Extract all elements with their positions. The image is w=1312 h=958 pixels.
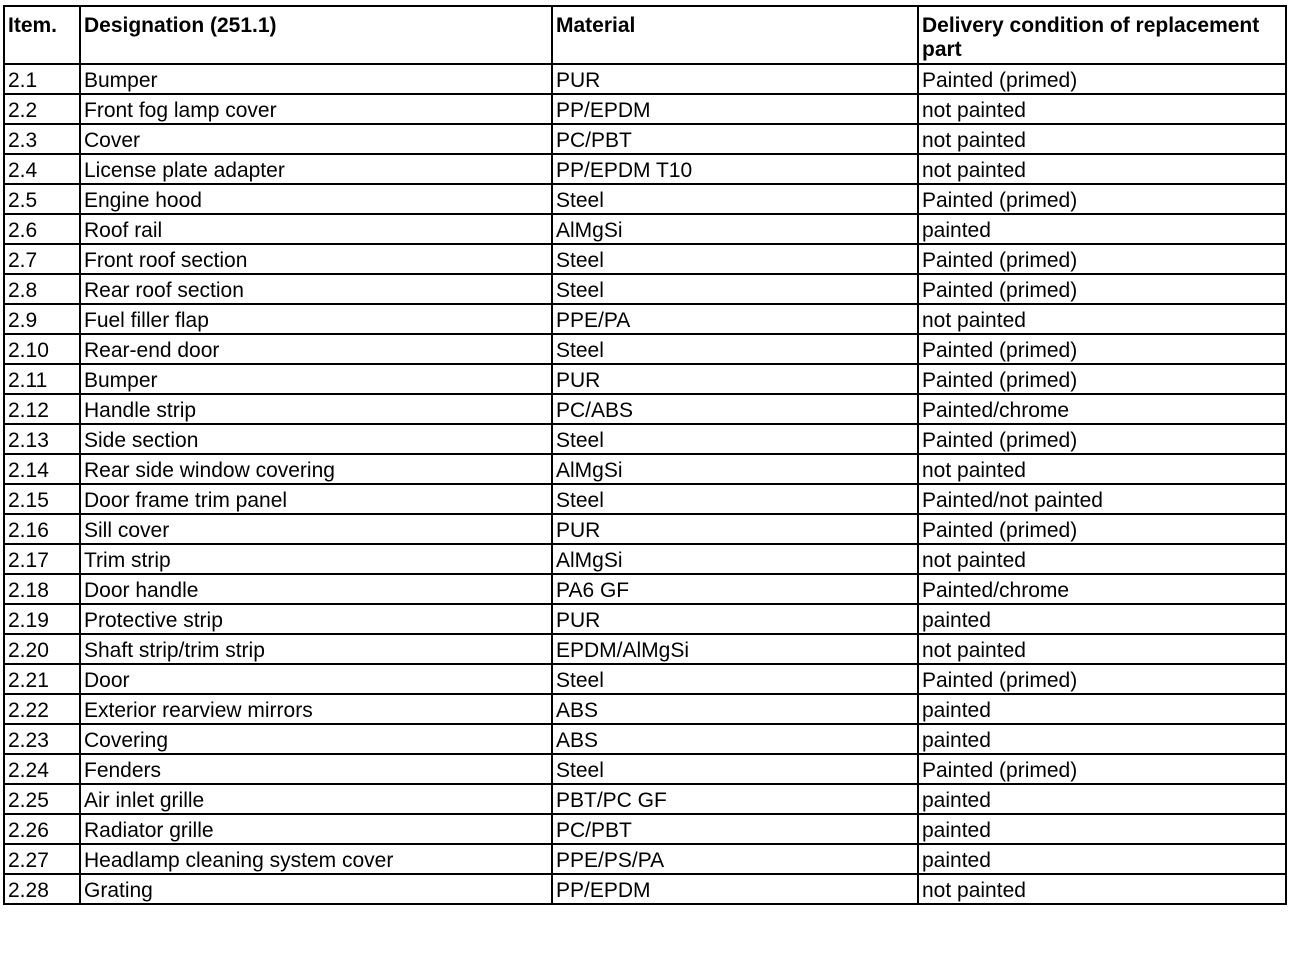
cell-item: 2.20 bbox=[4, 634, 80, 664]
cell-designation: Trim strip bbox=[80, 544, 552, 574]
cell-designation: Front fog lamp cover bbox=[80, 94, 552, 124]
cell-material: Steel bbox=[552, 334, 918, 364]
cell-designation: Grating bbox=[80, 874, 552, 904]
cell-item: 2.26 bbox=[4, 814, 80, 844]
table-row bbox=[4, 544, 1286, 574]
table-row bbox=[4, 274, 1286, 304]
cell-delivery-condition: Painted (primed) bbox=[918, 274, 1286, 304]
cell-delivery-condition: Painted (primed) bbox=[918, 364, 1286, 394]
cell-delivery-condition: painted bbox=[918, 784, 1286, 814]
cell-delivery-condition: Painted (primed) bbox=[918, 424, 1286, 454]
cell-item: 2.28 bbox=[4, 874, 80, 904]
cell-delivery-condition: not painted bbox=[918, 874, 1286, 904]
header-delivery-condition: Delivery condition of replacement part bbox=[918, 6, 1286, 64]
cell-delivery-condition: painted bbox=[918, 814, 1286, 844]
cell-designation: Bumper bbox=[80, 64, 552, 94]
cell-material: PP/EPDM T10 bbox=[552, 154, 918, 184]
cell-delivery-condition: Painted (primed) bbox=[918, 64, 1286, 94]
header-designation: Designation (251.1) bbox=[80, 6, 552, 64]
cell-delivery-condition: not painted bbox=[918, 304, 1286, 334]
cell-item: 2.6 bbox=[4, 214, 80, 244]
cell-designation: Door frame trim panel bbox=[80, 484, 552, 514]
cell-item: 2.1 bbox=[4, 64, 80, 94]
cell-delivery-condition: painted bbox=[918, 844, 1286, 874]
cell-designation: Headlamp cleaning system cover bbox=[80, 844, 552, 874]
cell-designation: Handle strip bbox=[80, 394, 552, 424]
cell-item: 2.23 bbox=[4, 724, 80, 754]
cell-material: Steel bbox=[552, 484, 918, 514]
cell-item: 2.16 bbox=[4, 514, 80, 544]
cell-designation: Cover bbox=[80, 124, 552, 154]
cell-item: 2.12 bbox=[4, 394, 80, 424]
cell-material: PC/PBT bbox=[552, 124, 918, 154]
cell-designation: Engine hood bbox=[80, 184, 552, 214]
cell-delivery-condition: painted bbox=[918, 604, 1286, 634]
cell-material: PPE/PA bbox=[552, 304, 918, 334]
cell-delivery-condition: Painted (primed) bbox=[918, 664, 1286, 694]
header-material: Material bbox=[552, 6, 918, 64]
cell-delivery-condition: painted bbox=[918, 694, 1286, 724]
table-row bbox=[4, 724, 1286, 754]
table-row bbox=[4, 304, 1286, 334]
cell-designation: Rear side window covering bbox=[80, 454, 552, 484]
cell-delivery-condition: Painted (primed) bbox=[918, 754, 1286, 784]
cell-designation: Fuel filler flap bbox=[80, 304, 552, 334]
cell-item: 2.21 bbox=[4, 664, 80, 694]
cell-delivery-condition: Painted (primed) bbox=[918, 244, 1286, 274]
table-row bbox=[4, 484, 1286, 514]
table-row bbox=[4, 634, 1286, 664]
cell-material: Steel bbox=[552, 754, 918, 784]
cell-material: PA6 GF bbox=[552, 574, 918, 604]
cell-delivery-condition: Painted (primed) bbox=[918, 514, 1286, 544]
cell-delivery-condition: not painted bbox=[918, 544, 1286, 574]
table-row bbox=[4, 784, 1286, 814]
table-row bbox=[4, 604, 1286, 634]
cell-material: PUR bbox=[552, 604, 918, 634]
cell-material: PC/PBT bbox=[552, 814, 918, 844]
table-row bbox=[4, 64, 1286, 94]
cell-item: 2.7 bbox=[4, 244, 80, 274]
table-row bbox=[4, 124, 1286, 154]
cell-material: AlMgSi bbox=[552, 214, 918, 244]
cell-delivery-condition: Painted (primed) bbox=[918, 334, 1286, 364]
cell-designation: Roof rail bbox=[80, 214, 552, 244]
cell-item: 2.8 bbox=[4, 274, 80, 304]
cell-material: Steel bbox=[552, 424, 918, 454]
table-body bbox=[4, 64, 1286, 904]
table-row bbox=[4, 154, 1286, 184]
cell-item: 2.4 bbox=[4, 154, 80, 184]
table-row bbox=[4, 454, 1286, 484]
cell-designation: Air inlet grille bbox=[80, 784, 552, 814]
cell-delivery-condition: painted bbox=[918, 724, 1286, 754]
table-row bbox=[4, 874, 1286, 904]
cell-delivery-condition: not painted bbox=[918, 634, 1286, 664]
cell-delivery-condition: not painted bbox=[918, 124, 1286, 154]
cell-material: Steel bbox=[552, 274, 918, 304]
table-row bbox=[4, 664, 1286, 694]
cell-item: 2.15 bbox=[4, 484, 80, 514]
table-row bbox=[4, 754, 1286, 784]
cell-item: 2.19 bbox=[4, 604, 80, 634]
table-row bbox=[4, 514, 1286, 544]
cell-designation: Fenders bbox=[80, 754, 552, 784]
cell-material: AlMgSi bbox=[552, 454, 918, 484]
cell-item: 2.25 bbox=[4, 784, 80, 814]
cell-material: PUR bbox=[552, 514, 918, 544]
table-row bbox=[4, 94, 1286, 124]
cell-delivery-condition: painted bbox=[918, 214, 1286, 244]
table-row bbox=[4, 214, 1286, 244]
cell-item: 2.24 bbox=[4, 754, 80, 784]
cell-designation: Sill cover bbox=[80, 514, 552, 544]
cell-item: 2.17 bbox=[4, 544, 80, 574]
cell-material: EPDM/AlMgSi bbox=[552, 634, 918, 664]
cell-material: Steel bbox=[552, 244, 918, 274]
cell-designation: Front roof section bbox=[80, 244, 552, 274]
cell-designation: Protective strip bbox=[80, 604, 552, 634]
cell-item: 2.14 bbox=[4, 454, 80, 484]
cell-designation: Rear-end door bbox=[80, 334, 552, 364]
cell-designation: Side section bbox=[80, 424, 552, 454]
cell-designation: Shaft strip/trim strip bbox=[80, 634, 552, 664]
cell-delivery-condition: not painted bbox=[918, 454, 1286, 484]
cell-item: 2.18 bbox=[4, 574, 80, 604]
cell-delivery-condition: Painted (primed) bbox=[918, 184, 1286, 214]
cell-material: PUR bbox=[552, 364, 918, 394]
cell-material: PC/ABS bbox=[552, 394, 918, 424]
parts-table bbox=[3, 5, 1287, 905]
cell-material: AlMgSi bbox=[552, 544, 918, 574]
table-row bbox=[4, 574, 1286, 604]
table-row bbox=[4, 364, 1286, 394]
cell-designation: License plate adapter bbox=[80, 154, 552, 184]
cell-designation: Rear roof section bbox=[80, 274, 552, 304]
cell-designation: Covering bbox=[80, 724, 552, 754]
cell-delivery-condition: not painted bbox=[918, 94, 1286, 124]
cell-item: 2.9 bbox=[4, 304, 80, 334]
table-row bbox=[4, 694, 1286, 724]
cell-delivery-condition: Painted/chrome bbox=[918, 574, 1286, 604]
cell-item: 2.27 bbox=[4, 844, 80, 874]
cell-material: ABS bbox=[552, 724, 918, 754]
cell-item: 2.2 bbox=[4, 94, 80, 124]
cell-item: 2.11 bbox=[4, 364, 80, 394]
header-item: Item. bbox=[4, 6, 80, 64]
table-header bbox=[4, 6, 1286, 64]
cell-material: PUR bbox=[552, 64, 918, 94]
cell-material: Steel bbox=[552, 184, 918, 214]
cell-item: 2.22 bbox=[4, 694, 80, 724]
table-row bbox=[4, 424, 1286, 454]
cell-item: 2.3 bbox=[4, 124, 80, 154]
table-row bbox=[4, 814, 1286, 844]
table-row bbox=[4, 244, 1286, 274]
table-row bbox=[4, 334, 1286, 364]
cell-material: PPE/PS/PA bbox=[552, 844, 918, 874]
cell-material: PP/EPDM bbox=[552, 94, 918, 124]
cell-material: PP/EPDM bbox=[552, 874, 918, 904]
cell-material: Steel bbox=[552, 664, 918, 694]
cell-delivery-condition: Painted/chrome bbox=[918, 394, 1286, 424]
cell-item: 2.13 bbox=[4, 424, 80, 454]
table-row bbox=[4, 844, 1286, 874]
header-row bbox=[4, 6, 1286, 64]
cell-delivery-condition: Painted/not painted bbox=[918, 484, 1286, 514]
cell-item: 2.5 bbox=[4, 184, 80, 214]
cell-designation: Radiator grille bbox=[80, 814, 552, 844]
cell-designation: Door handle bbox=[80, 574, 552, 604]
cell-item: 2.10 bbox=[4, 334, 80, 364]
cell-material: ABS bbox=[552, 694, 918, 724]
cell-designation: Exterior rearview mirrors bbox=[80, 694, 552, 724]
table-row bbox=[4, 394, 1286, 424]
cell-material: PBT/PC GF bbox=[552, 784, 918, 814]
cell-delivery-condition: not painted bbox=[918, 154, 1286, 184]
table-row bbox=[4, 184, 1286, 214]
cell-designation: Bumper bbox=[80, 364, 552, 394]
cell-designation: Door bbox=[80, 664, 552, 694]
